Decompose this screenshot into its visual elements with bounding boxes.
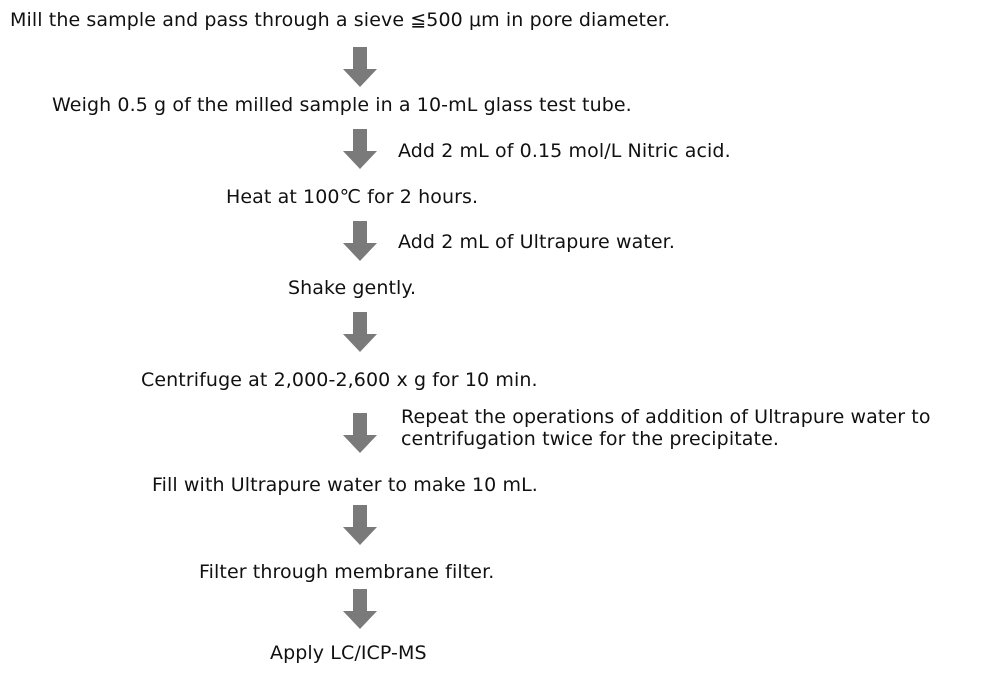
step-weigh-sample: Weigh 0.5 g of the milled sample in a 10-mL glass test tube. xyxy=(52,94,632,116)
step-mill-sample: Mill the sample and pass through a sieve ≦500 μm in pore diameter. xyxy=(10,9,671,31)
step-shake: Shake gently. xyxy=(288,277,417,299)
note-repeat-line-2: centrifugation twice for the precipitate. xyxy=(401,428,779,450)
step-fill-water: Fill with Ultrapure water to make 10 mL. xyxy=(152,474,538,496)
step-centrifuge: Centrifuge at 2,000-2,600 x g for 10 min. xyxy=(141,369,538,391)
step-apply-lc-icp-ms: Apply LC/ICP-MS xyxy=(270,642,427,664)
down-arrow-icon xyxy=(342,129,378,169)
down-arrow-icon xyxy=(342,47,378,87)
note-repeat-line-1: Repeat the operations of addition of Ultrapure water to xyxy=(401,406,931,428)
down-arrow-icon xyxy=(342,589,378,629)
down-arrow-icon xyxy=(342,221,378,261)
down-arrow-icon xyxy=(342,413,378,453)
down-arrow-icon xyxy=(342,312,378,352)
step-filter: Filter through membrane filter. xyxy=(199,561,495,583)
step-heat: Heat at 100℃ for 2 hours. xyxy=(226,186,479,208)
note-add-nitric-acid: Add 2 mL of 0.15 mol/L Nitric acid. xyxy=(398,140,731,162)
note-add-ultrapure-water: Add 2 mL of Ultrapure water. xyxy=(398,231,675,253)
down-arrow-icon xyxy=(342,505,378,545)
